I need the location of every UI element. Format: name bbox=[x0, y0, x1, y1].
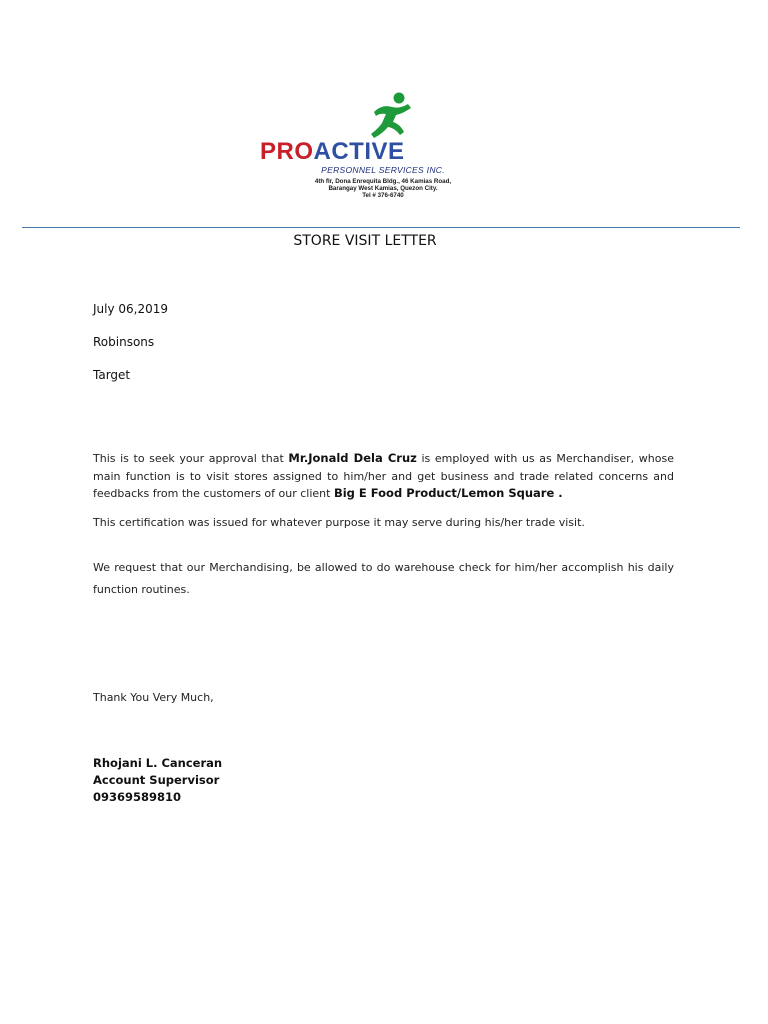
brand-logo-text bbox=[260, 138, 405, 166]
address-line-2: Barangay West Kamias, Quezon City. bbox=[328, 185, 438, 192]
client-name: Big E Food Product/Lemon Square . bbox=[333, 486, 563, 500]
header-divider bbox=[22, 227, 740, 228]
company-address bbox=[256, 178, 510, 199]
letter-date: July 06,2019 bbox=[93, 302, 169, 316]
signer-title: Account Supervisor bbox=[93, 773, 220, 787]
closing-line: Thank You Very Much, bbox=[93, 691, 214, 704]
paragraph-approval bbox=[93, 450, 674, 503]
paragraph-certification: This certification was issued for whatever purpose it may serve during his/her trade visit. bbox=[93, 516, 585, 529]
address-line-1: 4th flr, Dona Enrequita Bldg., 46 Kamias Road, bbox=[314, 178, 452, 185]
recipient-line-2: Target bbox=[93, 368, 131, 382]
paragraph-request: We request that our Merchandising, be allowed to do warehouse check for him/her accomplish his daily function routines. bbox=[93, 561, 674, 596]
signer-name: Rhojani L. Canceran bbox=[93, 756, 223, 770]
brand-active: ACTIVE bbox=[313, 138, 405, 165]
letterhead bbox=[256, 92, 510, 204]
brand-pro: PRO bbox=[260, 138, 314, 165]
para1-intro: This is to seek your approval that bbox=[93, 452, 289, 465]
para1-body: is employed with us as Merchandiser, whose main function is to visit stores assigned to him/her and get business and trade related concerns and feedbacks from the customers of our client bbox=[93, 452, 674, 500]
employee-name: Mr.Jonald Dela Cruz bbox=[288, 451, 417, 465]
address-line-3: Tel # 376-6740 bbox=[362, 192, 404, 199]
signer-phone: 09369589810 bbox=[93, 790, 182, 804]
brand-subtitle: PERSONNEL SERVICES INC. bbox=[321, 165, 445, 175]
letter-title: STORE VISIT LETTER bbox=[293, 233, 437, 249]
recipient-line-1: Robinsons bbox=[93, 335, 155, 349]
running-man-icon bbox=[364, 92, 420, 142]
